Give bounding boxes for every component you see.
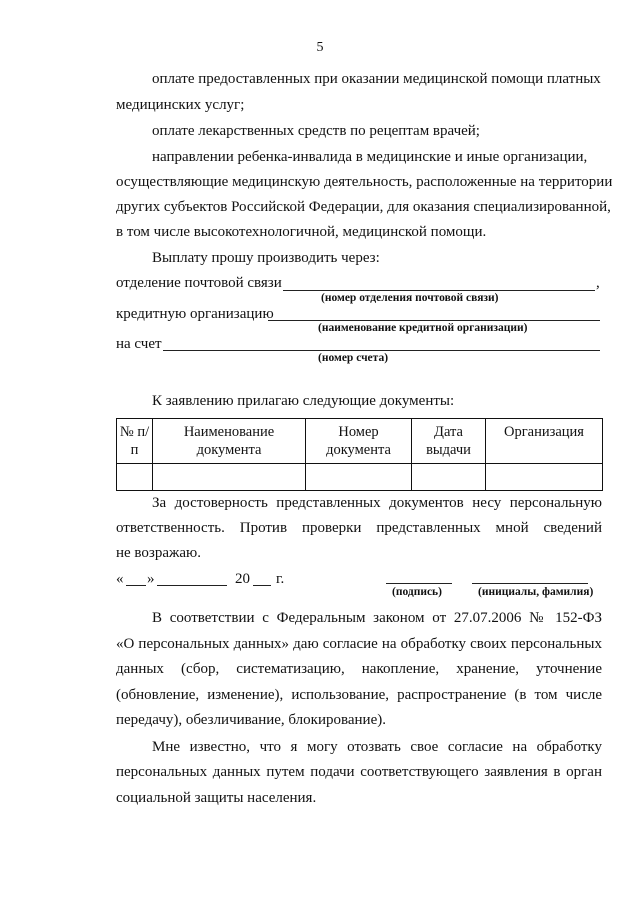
post-office-caption: (номер отделения почтовой связи) xyxy=(321,292,499,304)
col-doc-number: Номер документа xyxy=(306,419,412,464)
account-field[interactable] xyxy=(163,350,600,351)
consent-line4: (обновление, изменение), использование, распространение (в том числе xyxy=(116,687,602,703)
col-issue-date: Дата выдачи xyxy=(412,419,486,464)
post-office-label: отделение почтовой связи xyxy=(116,275,282,291)
year-suffix: г. xyxy=(276,571,285,587)
month-field[interactable] xyxy=(157,585,227,586)
responsibility-line3: не возражаю. xyxy=(116,545,201,561)
referral-line4: в том числе высокотехнологичной, медицинской помощи. xyxy=(116,224,487,240)
medicines-item: оплате лекарственных средств по рецептам врачей; xyxy=(152,123,480,139)
table-header-row xyxy=(117,419,603,464)
page-number: 5 xyxy=(316,40,324,55)
responsibility-line1: За достоверность представленных документов несу персональную xyxy=(152,495,602,511)
documents-intro: К заявлению прилагаю следующие документы: xyxy=(152,393,455,409)
credit-org-caption: (наименование кредитной организации) xyxy=(318,322,528,334)
withdrawal-line1: Мне известно, что я могу отозвать свое согласие на обработку xyxy=(152,739,602,755)
table-cell[interactable] xyxy=(306,464,412,491)
table-cell[interactable] xyxy=(153,464,306,491)
table-cell[interactable] xyxy=(486,464,603,491)
day-field[interactable] xyxy=(126,585,146,586)
payment-intro: Выплату прошу производить через: xyxy=(152,250,380,266)
post-office-comma: , xyxy=(596,275,600,291)
consent-line1: В соответствии с Федеральным законом от 27.07.2006 № 152-ФЗ xyxy=(152,610,602,626)
account-label: на счет xyxy=(116,336,162,352)
date-close-quote: » xyxy=(147,571,155,587)
signature-caption: (подпись) xyxy=(392,586,442,598)
table-row xyxy=(117,464,603,491)
paid-services-line2: медицинских услуг; xyxy=(116,97,245,113)
post-office-field[interactable] xyxy=(283,290,595,291)
signature-field[interactable] xyxy=(386,583,452,584)
withdrawal-line2: персональных данных путем подачи соответствующего заявления в орган xyxy=(116,764,602,780)
referral-line3: других субъектов Российской Федерации, для оказания специализированной, xyxy=(116,199,611,215)
col-doc-name: Наименование документа xyxy=(153,419,306,464)
table-cell[interactable] xyxy=(412,464,486,491)
paid-services-line1: оплате предоставленных при оказании медицинской помощи платных xyxy=(152,71,601,87)
consent-line5: передачу), обезличивание, блокирование). xyxy=(116,712,386,728)
referral-line2: осуществляющие медицинскую деятельность, расположенные на территории xyxy=(116,174,613,190)
col-organization: Организация xyxy=(486,419,603,464)
name-caption: (инициалы, фамилия) xyxy=(478,586,594,598)
referral-line1: направлении ребенка-инвалида в медицинские и иные организации, xyxy=(152,149,588,165)
col-number: № п/п xyxy=(117,419,153,464)
credit-org-label: кредитную организацию xyxy=(116,306,274,322)
responsibility-line2: ответственность. Против проверки представленных мной сведений xyxy=(116,520,602,536)
credit-org-field[interactable] xyxy=(268,320,600,321)
consent-line2: «О персональных данных» даю согласие на обработку своих персональных xyxy=(116,636,602,652)
year-prefix: 20 xyxy=(235,571,250,587)
account-caption: (номер счета) xyxy=(318,352,389,364)
name-field[interactable] xyxy=(472,583,588,584)
table-cell[interactable] xyxy=(117,464,153,491)
withdrawal-line3: социальной защиты населения. xyxy=(116,790,317,806)
consent-line3: данных (сбор, систематизацию, накопление, хранение, уточнение xyxy=(116,661,602,677)
year-field[interactable] xyxy=(253,585,271,586)
date-open-quote: « xyxy=(116,571,124,587)
documents-table xyxy=(116,418,603,491)
